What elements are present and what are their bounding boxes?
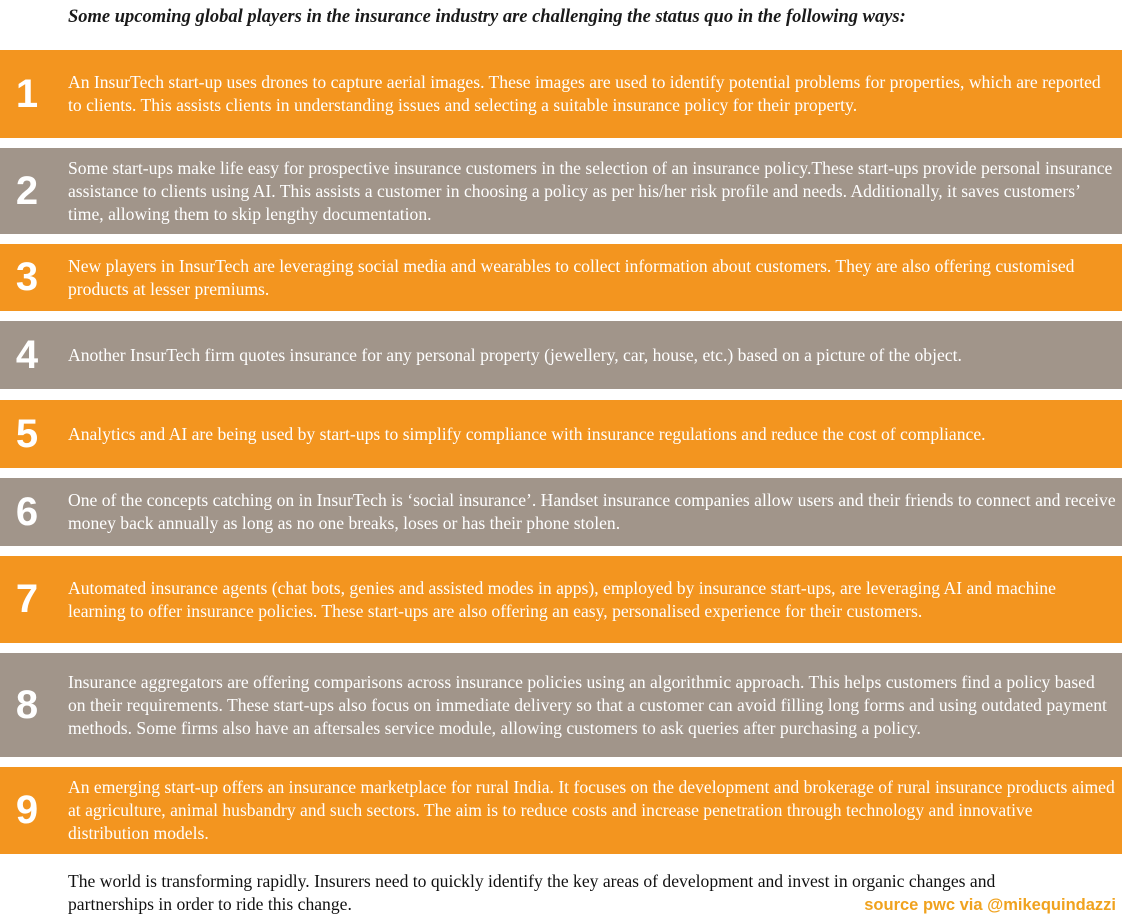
item-text: Analytics and AI are being used by start-ups to simplify compliance with insurance regulations and reduce the cost of compliance. — [68, 423, 986, 444]
list-item — [0, 244, 1122, 311]
item-number: 6 — [15, 489, 39, 534]
item-number: 7 — [15, 577, 39, 621]
item-text: An InsurTech start-up uses drones to capture aerial images. These images are used to identify potential problems for properties, which are reported to clients. This assists clients in understanding issues and selecting a suitable insurance policy for their property. — [68, 72, 1101, 115]
item-number: 2 — [15, 168, 39, 213]
item-text: New players in InsurTech are leveraging social media and wearables to collect information about customers. They are also offering customised products at lesser premiums. — [68, 255, 1075, 299]
item-text: Another InsurTech firm quotes insurance for any personal property (jewellery, car, house, etc.) based on a picture of the object. — [68, 344, 962, 365]
list-item — [0, 556, 1122, 643]
list-item — [0, 478, 1122, 546]
list-item — [0, 148, 1122, 234]
list-item — [0, 400, 1122, 468]
item-text: Insurance aggregators are offering comparisons across insurance policies using an algorithmic approach. This helps customers find a policy based on their requirements. These start-ups also focus on immediate delivery so that a customer can avoid filling long forms and using outdated payment methods. Some firms also have an aftersales service module, allowing customers to ask queries after purchasing a policy. — [68, 671, 1107, 738]
item-text: Some start-ups make life easy for prospective insurance customers in the selection of an insurance policy.These start-ups provide personal insurance assistance to clients using AI. This assists a customer in choosing a policy as per his/her risk profile and needs. Additionally, it saves customers’ time, allowing them to skip lengthy documentation. — [68, 157, 1113, 224]
item-text: An emerging start-up offers an insurance marketplace for rural India. It focuses on the development and brokerage of rural insurance products aimed at agriculture, animal husbandry and such sectors. The aim is to reduce costs and increase penetration through technology and innovative distribution models. — [68, 777, 1115, 843]
item-number: 8 — [15, 682, 39, 727]
closing-paragraph: The world is transforming rapidly. Insurers need to quickly identify the key areas of development and invest in organic changes and partnerships in order to ride this change. — [68, 871, 996, 914]
intro-heading: Some upcoming global players in the insurance industry are challenging the status quo in the following ways: — [68, 7, 906, 27]
source-credit: source pwc via @mikequindazzi — [864, 896, 1116, 914]
item-text: One of the concepts catching on in InsurTech is ‘social insurance’. Handset insurance companies allow users and their friends to connect and receive money back annually as long as no one breaks, loses or has their phone stolen. — [68, 490, 1116, 533]
list-item — [0, 50, 1122, 138]
list-item — [0, 653, 1122, 757]
list-item — [0, 321, 1122, 389]
list-item — [0, 767, 1122, 854]
item-number: 1 — [15, 71, 39, 116]
item-number: 4 — [15, 332, 39, 377]
item-number: 5 — [15, 411, 39, 456]
item-text: Automated insurance agents (chat bots, genies and assisted modes in apps), employed by insurance start-ups, are leveraging AI and machine learning to offer insurance policies. These start-ups are also offering an easy, personalised experience for their customers. — [68, 577, 1056, 621]
item-number: 3 — [15, 255, 39, 299]
item-number: 9 — [15, 788, 39, 832]
